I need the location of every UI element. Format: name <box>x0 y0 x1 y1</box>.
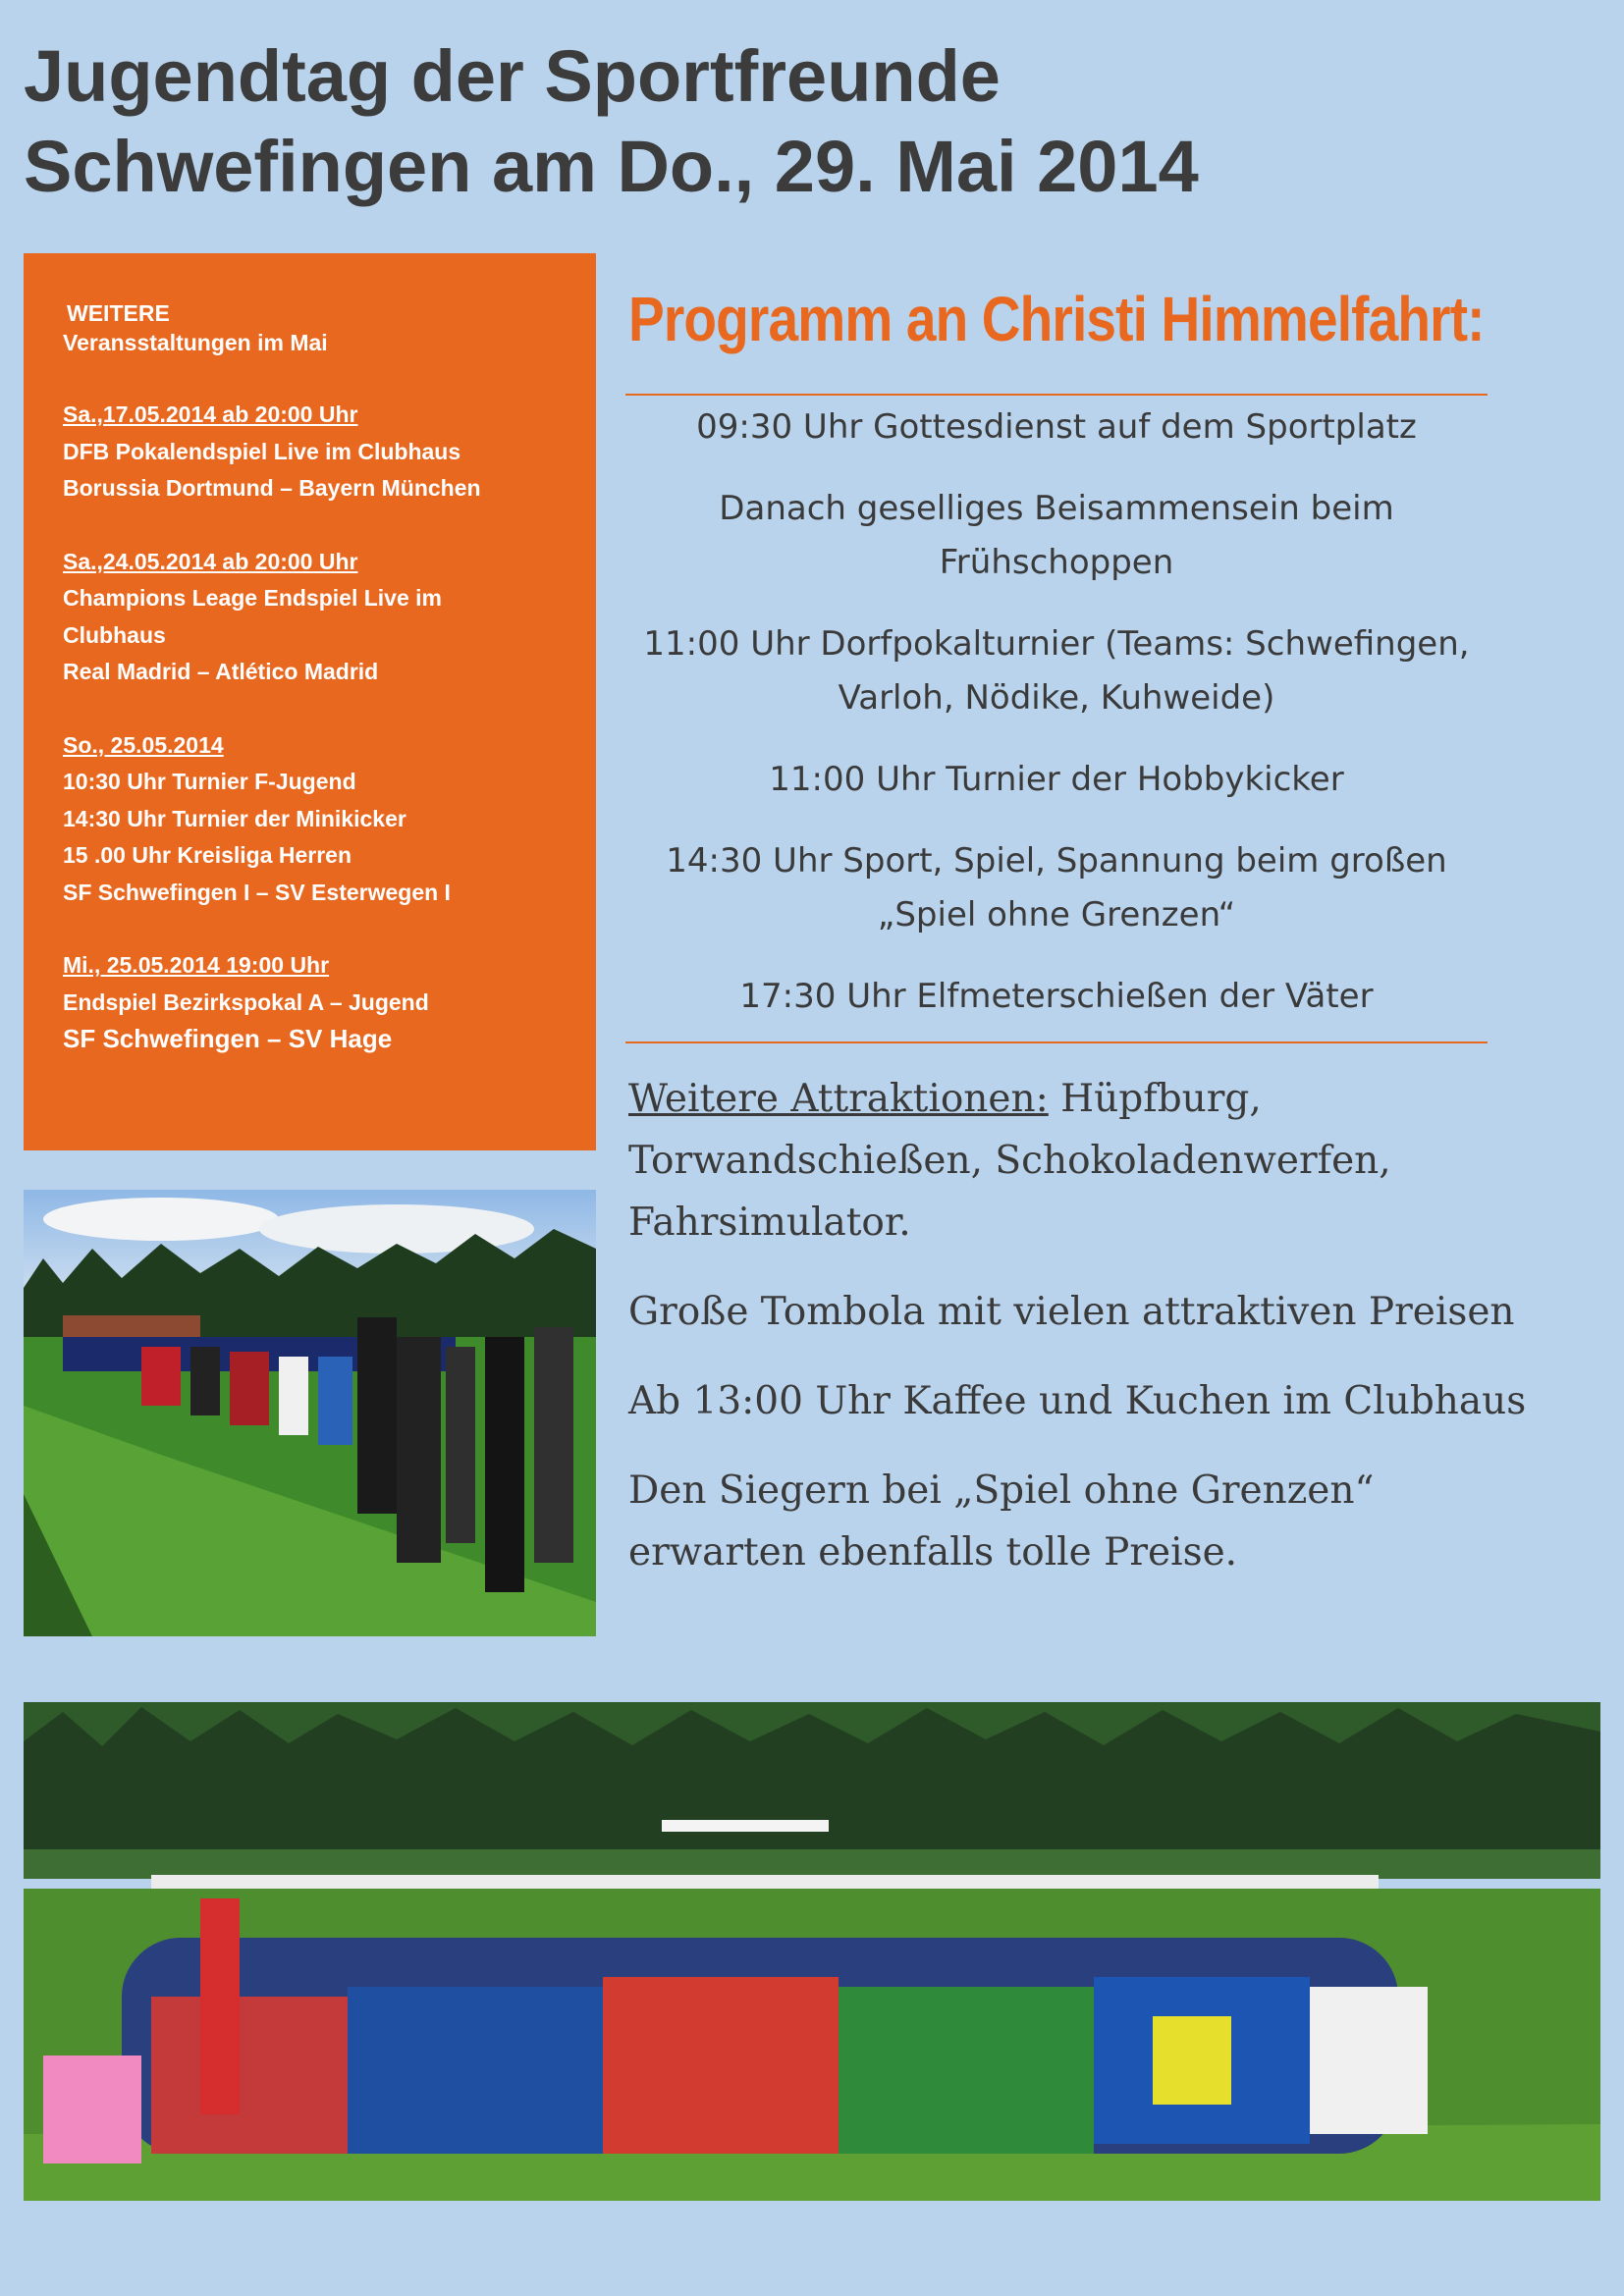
attractions-paragraph <box>628 1068 1561 1254</box>
page-title <box>24 31 1199 212</box>
program-item: 17:30 Uhr Elfmeterschießen der Väter <box>739 977 1374 1016</box>
program-bottom-divider <box>625 1041 1488 1043</box>
event-line: 15 .00 Uhr Kreisliga Herren <box>63 842 352 868</box>
photo-kids-lineup-graphic <box>24 1190 596 1636</box>
page-title-line-1: Jugendtag der Sportfreunde <box>24 35 1001 117</box>
event-line: SF Schwefingen I – SV Esterwegen I <box>63 879 451 905</box>
program-list <box>625 400 1488 1024</box>
event-line: Endspiel Bezirkspokal A – Jugend <box>63 988 429 1015</box>
event-line: Real Madrid – Atlético Madrid <box>63 659 379 684</box>
program-item: Danach geselliges Beisammensein beim Frühschoppen <box>719 489 1394 582</box>
event-date: Sa.,24.05.2014 ab 20:00 Uhr <box>63 548 358 574</box>
event-line: Champions Leage Endspiel Live im <box>63 585 442 611</box>
tombola-text: Große Tombola mit vielen attraktiven Preisen <box>628 1290 1515 1334</box>
event-line: 14:30 Uhr Turnier der Minikicker <box>63 805 406 831</box>
event-item <box>63 397 583 507</box>
event-item <box>63 727 583 912</box>
event-list <box>63 397 583 1095</box>
program-item: 11:00 Uhr Turnier der Hobbykicker <box>769 760 1344 799</box>
sidebar-heading-line-2: Veransstaltungen im Mai <box>63 330 328 355</box>
event-line: Clubhaus <box>63 621 166 648</box>
event-item <box>63 947 583 1058</box>
event-date: Sa.,17.05.2014 ab 20:00 Uhr <box>63 401 358 427</box>
attractions-section <box>628 1068 1561 1611</box>
sidebar-heading <box>63 298 328 357</box>
events-sidebar <box>24 253 596 1150</box>
attractions-label: Weitere Attraktionen: <box>628 1077 1049 1121</box>
program-item: 11:00 Uhr Dorfpokalturnier (Teams: Schwefingen, Varloh, Nödike, Kuhweide) <box>643 624 1470 718</box>
program-item: 09:30 Uhr Gottesdienst auf dem Sportplatz <box>696 407 1417 447</box>
cafe-text: Ab 13:00 Uhr Kaffee und Kuchen im Clubhaus <box>628 1379 1527 1423</box>
program-top-divider <box>625 394 1488 396</box>
event-line: DFB Pokalendspiel Live im Clubhaus <box>63 438 461 464</box>
event-line: Borussia Dortmund – Bayern München <box>63 475 481 501</box>
crowd-of-children <box>43 1898 1428 2163</box>
photo-kids-lineup <box>24 1190 596 1636</box>
attractions-list: Hüpfburg, Torwandschießen, Schokoladenwerfen, Fahrsimulator. <box>628 1077 1391 1245</box>
event-date: So., 25.05.2014 <box>63 731 224 758</box>
event-line: SF Schwefingen – SV Hage <box>63 1024 393 1053</box>
program-item: 14:30 Uhr Sport, Spiel, Spannung beim großen „Spiel ohne Grenzen“ <box>666 841 1447 934</box>
event-item <box>63 544 583 691</box>
photo-group-children <box>24 1702 1600 2201</box>
event-date: Mi., 25.05.2014 19:00 Uhr <box>63 952 330 978</box>
event-line: 10:30 Uhr Turnier F-Jugend <box>63 769 356 794</box>
prizes-text: Den Siegern bei „Spiel ohne Grenzen“ erwarten ebenfalls tolle Preise. <box>628 1468 1375 1575</box>
sidebar-heading-line-1: WEITERE <box>67 300 170 326</box>
program-title: Programm an Christi Himmelfahrt: <box>628 284 1485 354</box>
photo-group-children-graphic <box>24 1702 1600 2201</box>
page-title-line-2: Schwefingen am Do., 29. Mai 2014 <box>24 126 1199 207</box>
